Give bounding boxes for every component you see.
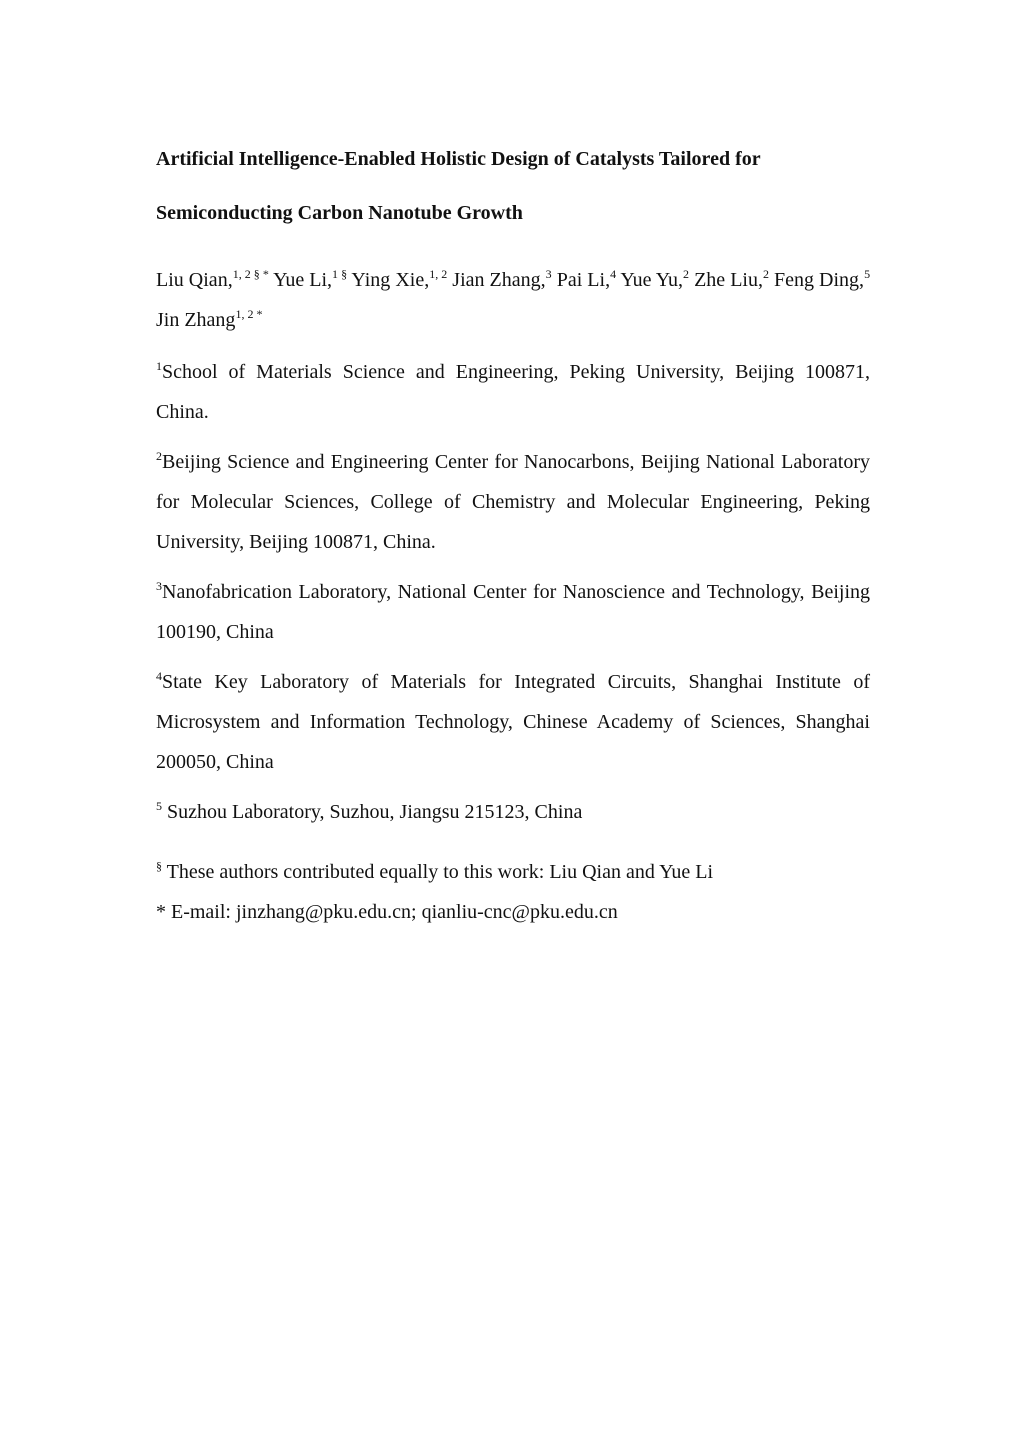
affiliation-number: 2 — [156, 449, 162, 463]
affiliation-text: Nanofabrication Laboratory, National Center for Nanoscience and Technology, Beijing 100190, China — [156, 581, 870, 643]
affiliation-3 — [156, 572, 870, 652]
affiliation-number: 1 — [156, 359, 162, 373]
equal-contribution-note — [156, 852, 870, 892]
paper-title — [156, 132, 870, 240]
author-name: Ying Xie, — [351, 269, 430, 291]
affiliation-text: Suzhou Laboratory, Suzhou, Jiangsu 215123, China — [162, 801, 583, 823]
title-line-2: Semiconducting Carbon Nanotube Growth — [156, 202, 523, 224]
title-page-content — [156, 132, 870, 932]
author-name: Yue Yu, — [620, 269, 684, 291]
author-name: Zhe Liu, — [694, 269, 763, 291]
equal-contribution-text: These authors contributed equally to this work: Liu Qian and Yue Li — [166, 861, 713, 883]
affiliation-number: 5 — [156, 799, 162, 813]
author-notes — [156, 852, 870, 932]
title-line-1: Artificial Intelligence-Enabled Holistic Design of Catalysts Tailored for — [156, 148, 761, 170]
author-name: Yue Li, — [273, 269, 333, 291]
affiliation-text: School of Materials Science and Engineering, Peking University, Beijing 100871, China. — [156, 361, 870, 423]
affiliation-5 — [156, 792, 870, 832]
author-name: Liu Qian, — [156, 269, 233, 291]
author-affiliation-mark: 5 — [864, 267, 871, 281]
affiliation-number: 4 — [156, 669, 162, 683]
author-affiliation-mark: 3 — [545, 267, 552, 281]
author-list — [156, 260, 870, 340]
equal-contribution-mark: § — [156, 859, 162, 873]
author-affiliation-mark: 1, 2 * — [235, 307, 263, 321]
author-affiliation-mark: 1, 2 — [429, 267, 448, 281]
email-note: * E-mail: jinzhang@pku.edu.cn; qianliu-cnc@pku.edu.cn — [156, 901, 618, 923]
author-affiliation-mark: 1 § — [332, 267, 348, 281]
author-name: Jian Zhang, — [452, 269, 546, 291]
author-name: Pai Li, — [556, 269, 611, 291]
author-name: Feng Ding, — [774, 269, 865, 291]
affiliation-1 — [156, 352, 870, 432]
author-affiliation-mark: 2 — [762, 267, 769, 281]
affiliation-text: State Key Laboratory of Materials for Integrated Circuits, Shanghai Institute of Microsystem and Information Technology, Chinese Academy of Sciences, Shanghai 200050, China — [156, 671, 870, 773]
affiliation-number: 3 — [156, 579, 162, 593]
author-affiliation-mark: 2 — [683, 267, 690, 281]
author-affiliation-mark: 4 — [610, 267, 617, 281]
affiliation-text: Beijing Science and Engineering Center for Nanocarbons, Beijing National Laboratory for Molecular Sciences, College of Chemistry and Molecular Engineering, Peking University, Beijing 100871, China. — [156, 451, 870, 553]
affiliation-2 — [156, 442, 870, 562]
author-name: Jin Zhang — [156, 309, 236, 331]
affiliation-4 — [156, 662, 870, 782]
author-affiliation-mark: 1, 2 § * — [232, 267, 269, 281]
